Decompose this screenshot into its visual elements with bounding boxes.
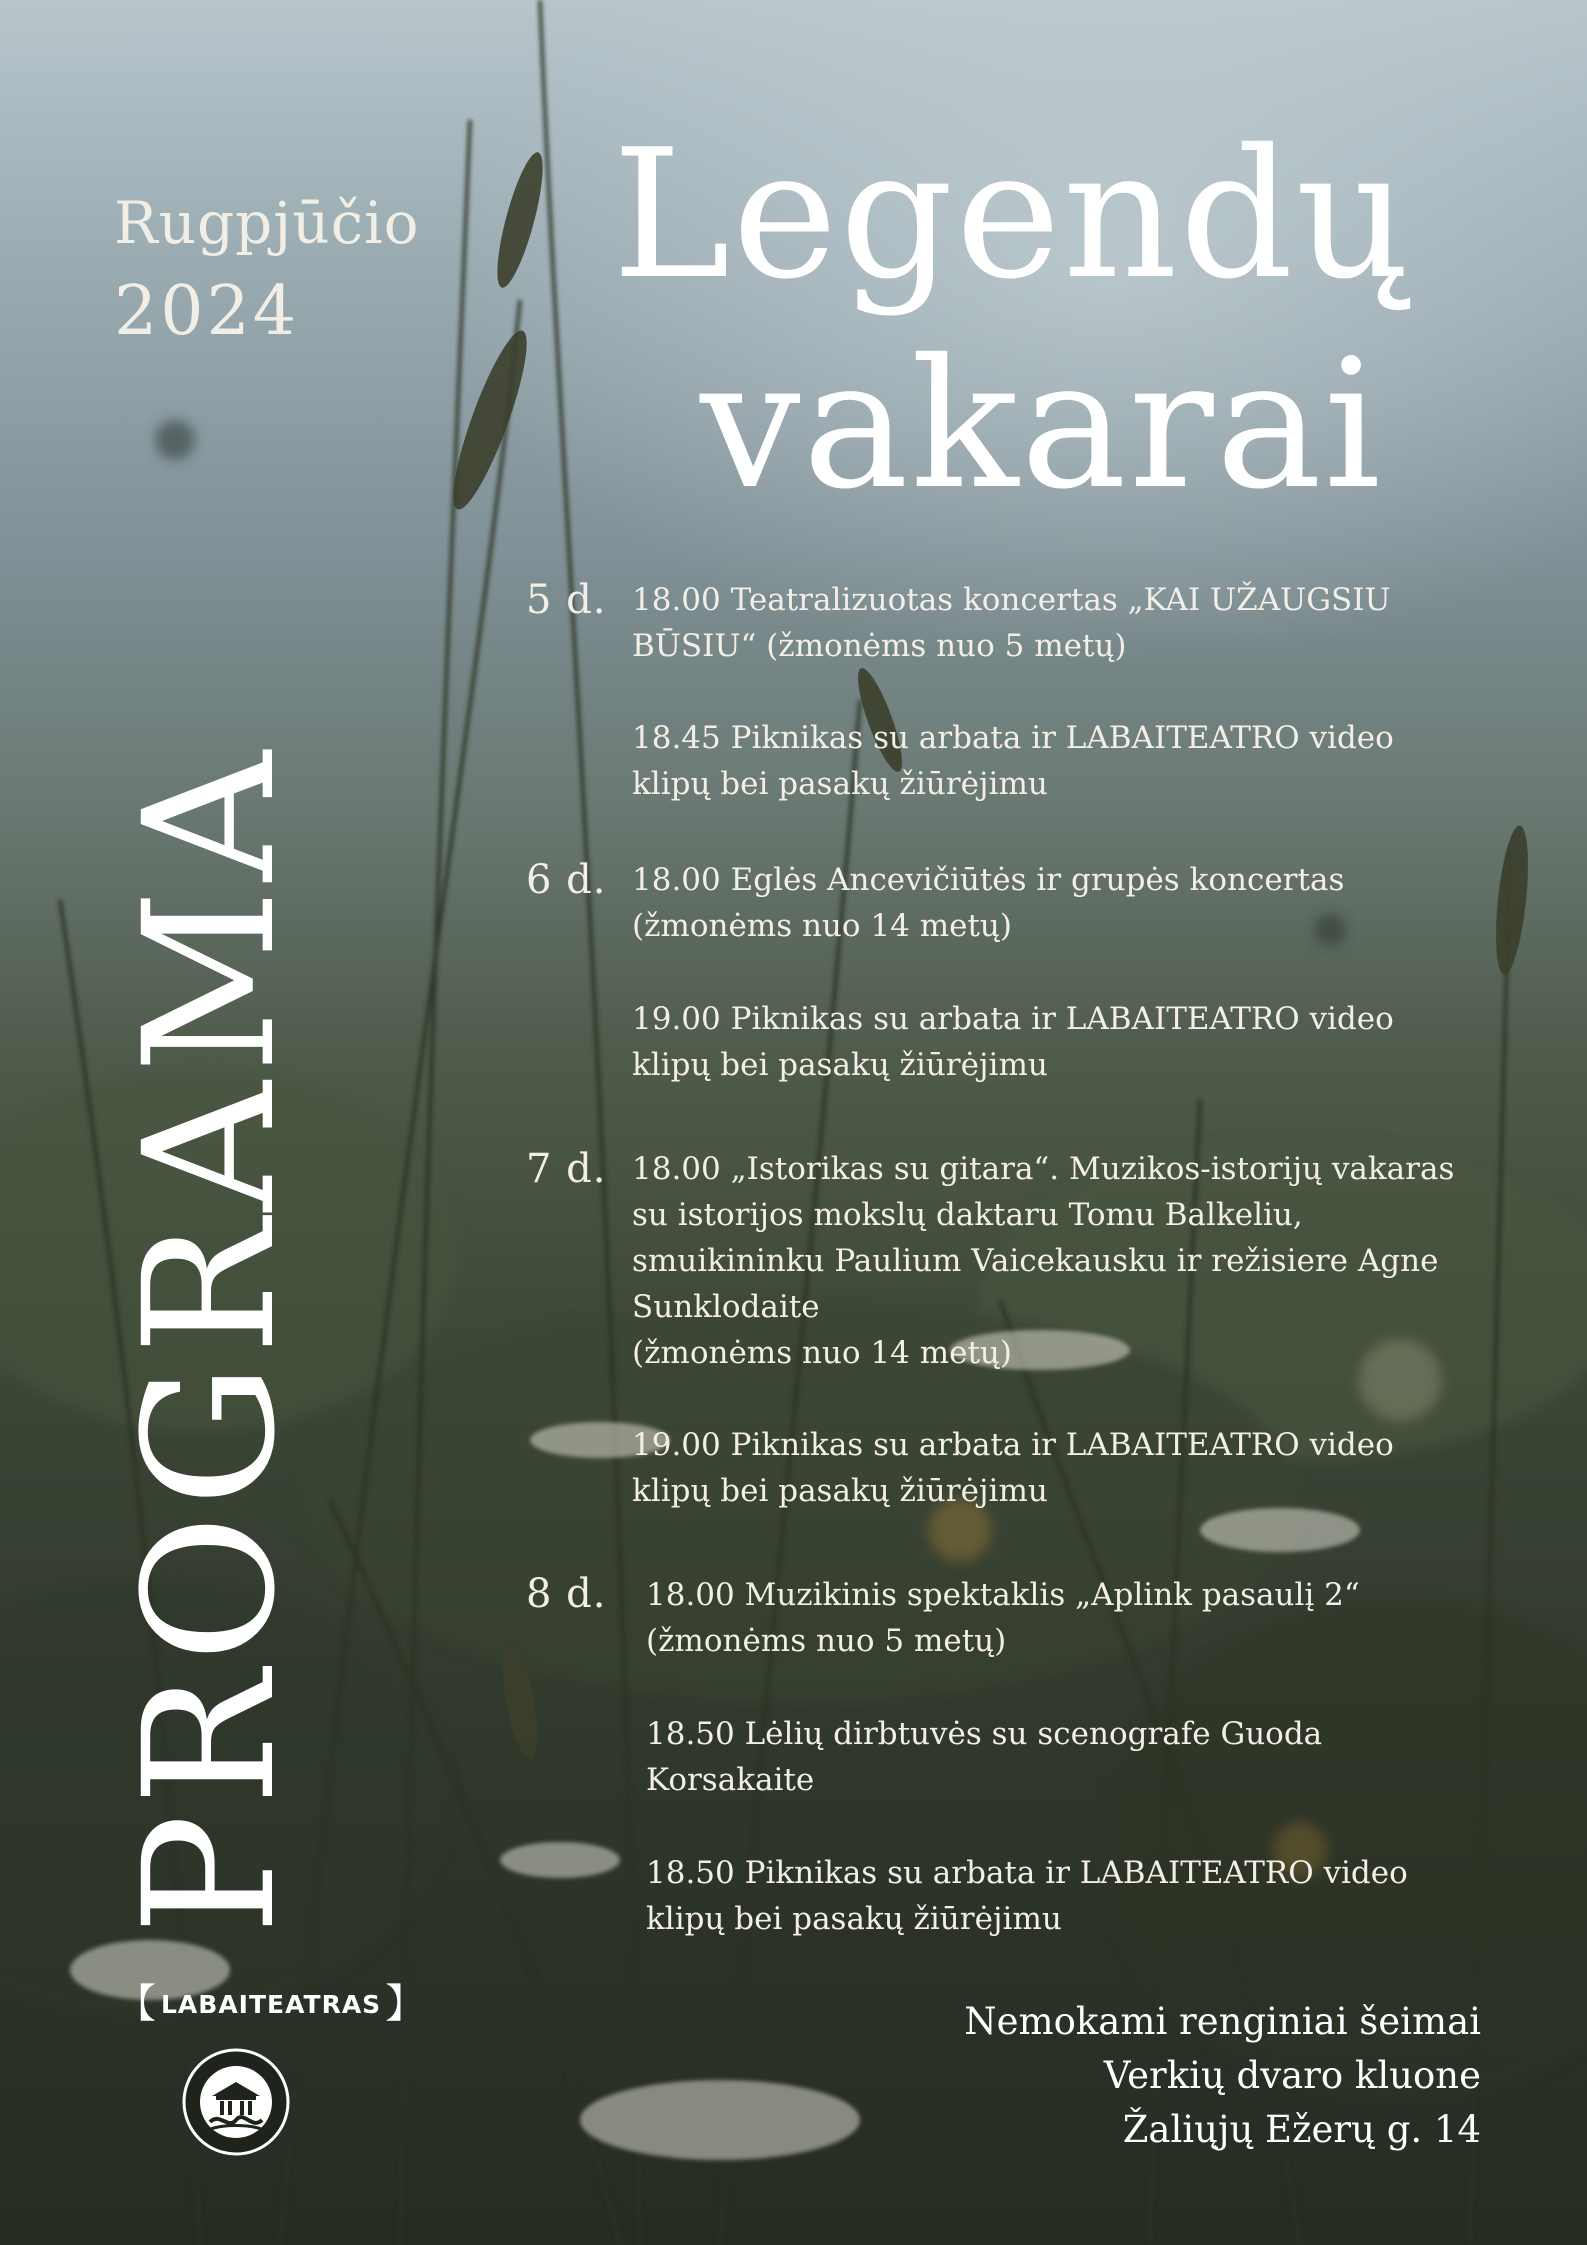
schedule-event: 19.00 Piknikas su arbata ir LABAITEATRO video klipų bei pasakų žiūrėjimu [632,1427,1394,1509]
verkiai-park-seal-icon [180,2046,292,2158]
venue-address: Žaliųjų Ežerų g. 14 [1122,2108,1481,2151]
day-label: 5 d. [526,577,607,623]
event-month: Rugpjūčio [114,189,420,257]
labaiteatras-logo [112,1977,430,2031]
free-events-note: Nemokami renginiai šeimai [964,2000,1481,2043]
logo-bracket-left: 【 [116,1981,157,2027]
day-label: 8 d. [526,1571,607,1617]
poster-title-line-2: vakarai [700,321,1383,528]
schedule-event: 18.00 Teatralizuotas koncertas „KAI UŽAUGSIU BŪSIU“ (žmonėms nuo 5 metų) [632,582,1391,664]
venue-name: Verkių dvaro kluone [1103,2054,1481,2097]
schedule-event: 18.45 Piknikas su arbata ir LABAITEATRO video klipų bei pasakų žiūrėjimu [632,720,1394,802]
poster-title-line-1: Legendų [612,111,1413,318]
schedule-event: 18.00 Muzikinis spektaklis „Aplink pasaulį 2“ (žmonėms nuo 5 metų) [646,1577,1360,1659]
event-year: 2024 [114,272,300,351]
vertical-program-label: PROGRAMA [106,743,315,1935]
schedule-event: 18.00 „Istorikas su gitara“. Muzikos-istorijų vakaras su istorijos mokslų daktaru Tomu Balkeliu, smuikininku Paulium Vaicekausku ir režisiere Agne Sunklodaite (žmonėms nuo 14 metų) [632,1151,1455,1371]
schedule-event: 18.00 Eglės Ancevičiūtės ir grupės koncertas (žmonėms nuo 14 metų) [632,862,1345,944]
schedule-event: 18.50 Lėlių dirbtuvės su scenografe Guoda Korsakaite [646,1716,1323,1798]
logo-text: LABAITEATRAS [161,1989,382,2019]
logo-bracket-right: 】 [385,1981,427,2027]
day-label: 6 d. [526,857,607,903]
schedule-event: 18.50 Piknikas su arbata ir LABAITEATRO video klipų bei pasakų žiūrėjimu [646,1855,1408,1937]
schedule-event: 19.00 Piknikas su arbata ir LABAITEATRO video klipų bei pasakų žiūrėjimu [632,1001,1394,1083]
day-label: 7 d. [526,1146,607,1192]
